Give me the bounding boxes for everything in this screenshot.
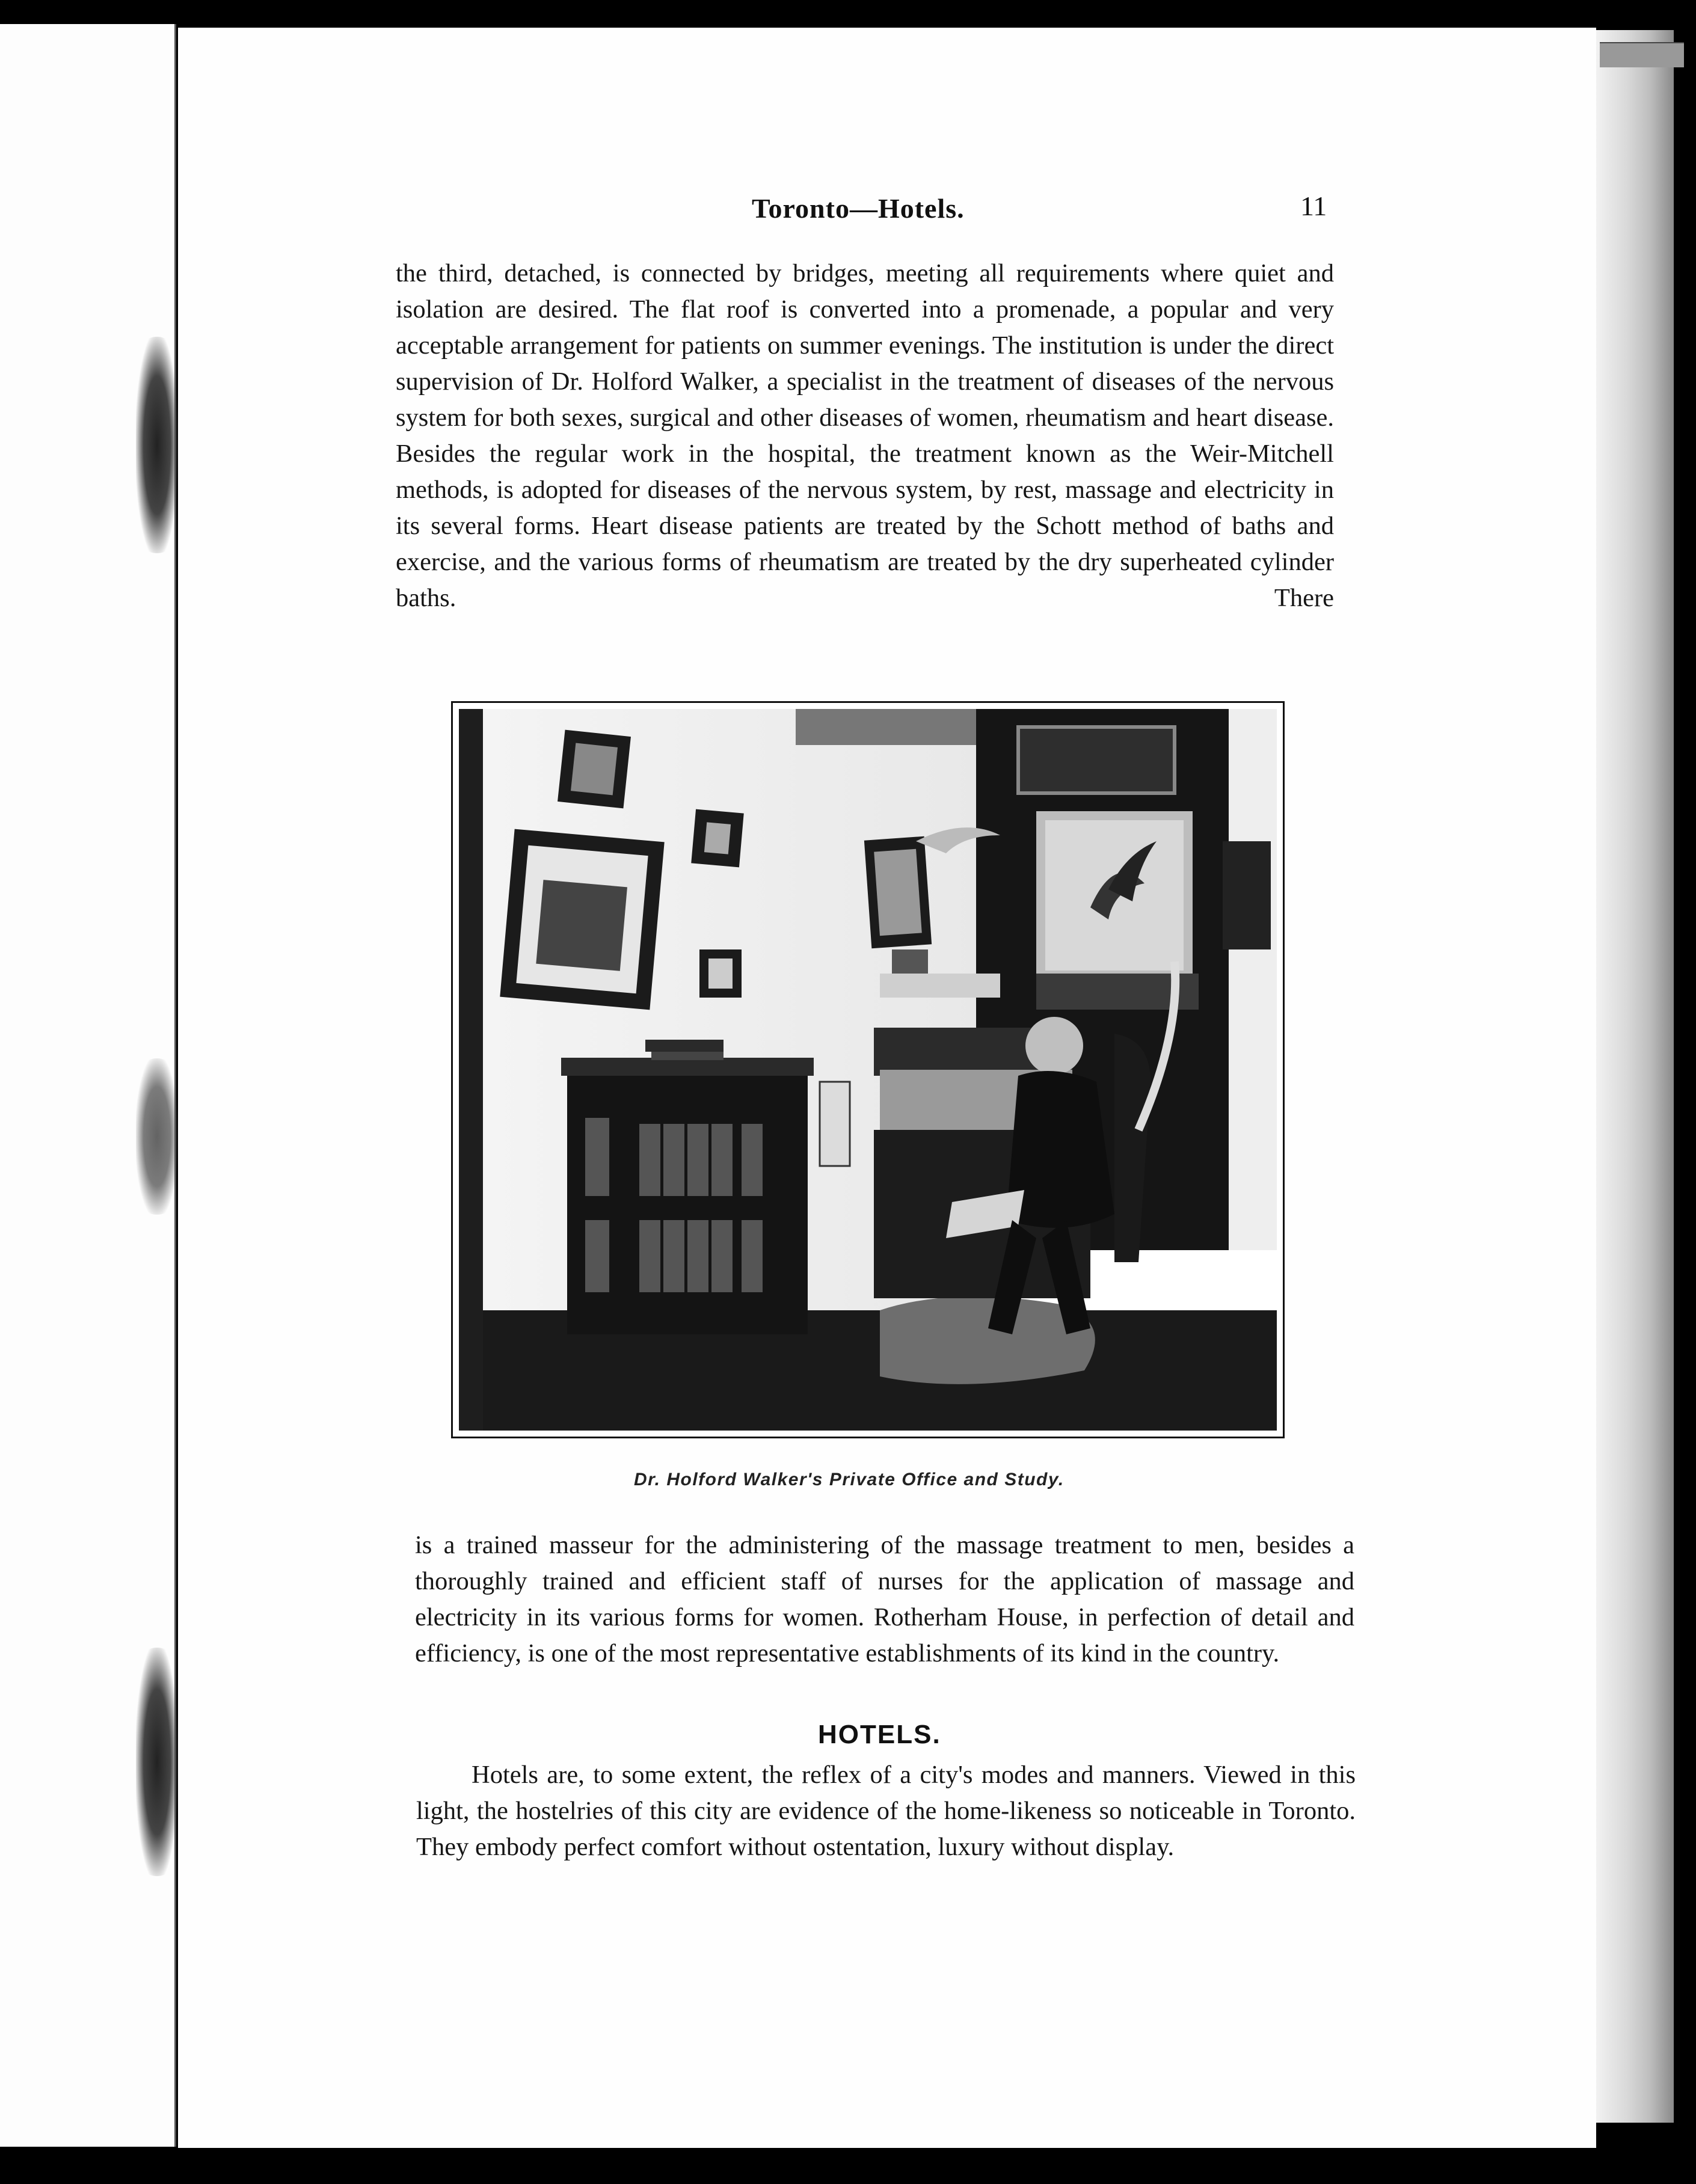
office-photo-illustration — [459, 709, 1277, 1431]
body-paragraph: Hotels are, to some extent, the reflex of a city's modes and manners. Viewed in this light, the hostelries of this city are evidence of the home-likeness so noticeable in Toronto. They embody perfect comfort without ostentation, luxury without display. — [416, 1761, 1356, 1861]
body-paragraph: the third, detached, is connected by bridges, meeting all requirements where quiet and isolation are desired. The flat roof is converted into a promenade, a popular and very acceptable arrangement for patients on summer evenings. The institution is under the direct supervision of Dr. Holford Walker, a specialist in the treatment of diseases of the nervous system for both sexes, surgical and other diseases of women, rheumatism and heart disease. Besides the regular work in the hospital, the treatment known as the Weir-Mitchell methods, is adopted for diseases of the nervous system, by rest, massage and electricity in its several forms. Heart disease patients are treated by the Schott method of baths and exercise, and the various forms of rheumatism are treated by the dry superheated cylinder baths. There — [396, 259, 1334, 612]
page-number: 11 — [1300, 191, 1327, 221]
binding-stain — [136, 337, 178, 553]
running-head: Toronto—Hotels. — [752, 193, 965, 224]
binding-stain — [136, 1648, 178, 1876]
book-page-edges — [1594, 30, 1674, 2123]
facing-page-edge — [0, 24, 176, 2147]
book-cover-edge — [1600, 42, 1684, 67]
section-heading: HOTELS. — [818, 1720, 941, 1749]
office-photograph — [451, 701, 1285, 1438]
photo-caption: Dr. Holford Walker's Private Office and Study. — [634, 1470, 1065, 1489]
body-paragraph: is a trained masseur for the administering of the massage treatment to men, besides a thoroughly trained and efficient staff of nurses for the application of massage and electricity in its various forms for women. Rotherham House, in perfection of detail and efficiency, is one of the most representative establishments of its kind in the country. — [415, 1531, 1354, 1667]
binding-stain — [136, 1058, 178, 1215]
